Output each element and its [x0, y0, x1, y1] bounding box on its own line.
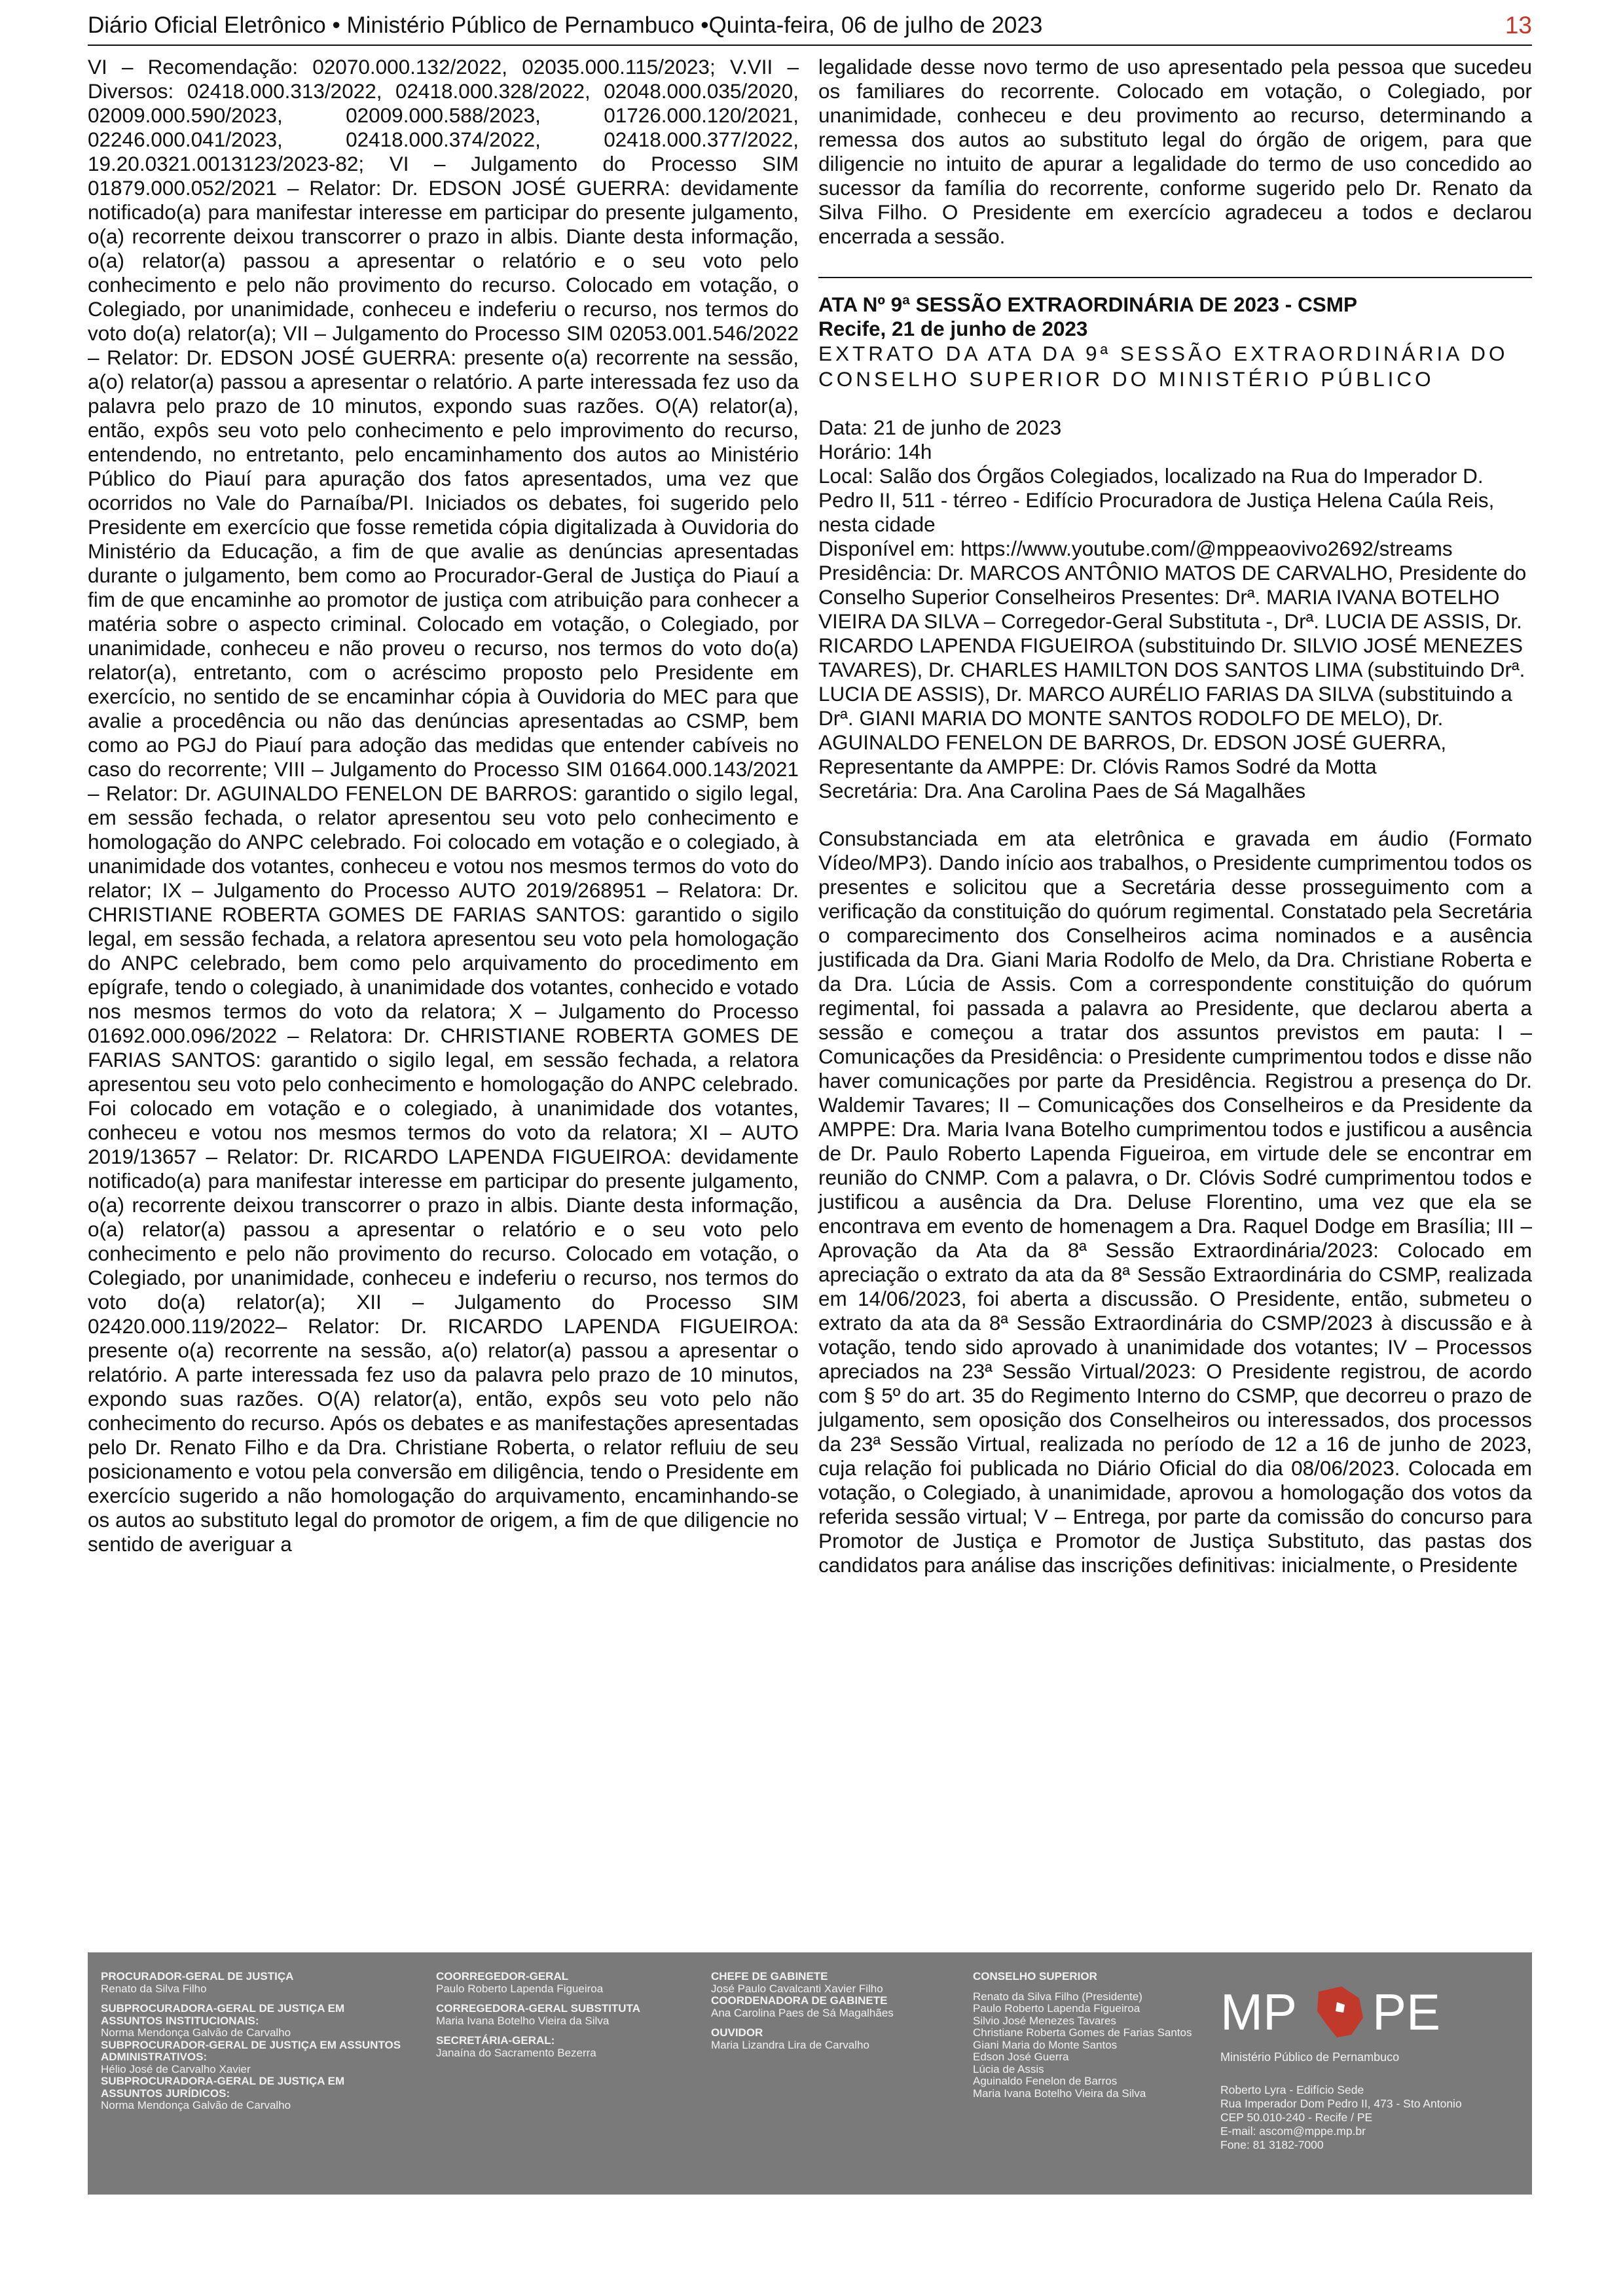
- footer-column-corregedoria: [436, 1971, 698, 2067]
- right-column: [818, 55, 1532, 1577]
- footer-role: PROCURADOR-GERAL DE JUSTIÇA: [101, 1970, 294, 1982]
- footer-role: SECRETÁRIA-GERAL:: [436, 2034, 555, 2047]
- spacer: [818, 392, 1532, 416]
- footer-column-gabinete: [711, 1971, 960, 2059]
- brazil-map-icon: [1317, 1986, 1363, 2037]
- footer-person: Ana Carolina Paes de Sá Magalhães: [711, 2006, 894, 2019]
- left-column-text: VI – Recomendação: 02070.000.132/2022, 02035.000.115/2023; V.VII – Diversos: 02418.000.313/2022, 02418.000.328/2022, 02048.000.035/2020, 02009.000.590/2023, 02009.000.588/2023, 01726.000.120/2021, 02246.000.041/2023, 02418.000.374/2022, 02418.000.377/2022, 19.20.0321.0013123/2023-82; VI – Julgamento do Processo SIM 01879.000.052/2021 – Relator: Dr. EDSON JOSÉ GUERRA: devidamente notificado(a) para manifestar interesse em participar do presente julgamento, o(a) recorrente deixou transcorrer o prazo in albis. Diante desta informação, o(a) relator(a) passou a apresentar o relatório e o seu voto pelo conhecimento e pelo não provimento do recurso. Colocado em votação, o Colegiado, por unanimidade, conheceu e indeferiu o recurso, nos termos do voto do(a) relator(a); VII – Julgamento do Processo SIM 02053.001.546/2022 – Relator: Dr. EDSON JOSÉ GUERRA: presente o(a) recorrente na sessão, a(o) relator(a) passou a apresentar o relatório. A parte interessada fez uso da palavra pelo prazo de 10 minutos, expondo suas razões. O(A) relator(a), então, expôs seu voto pelo conhecimento e pelo improvimento do recurso, entendendo, no entretanto, pelo encaminhamento dos autos ao Ministério Público do Piauí para apuração dos fatos apresentados, uma vez que ocorridos no Vale do Parnaíba/PI. Iniciados os debates, foi sugerido pelo Presidente em exercício que fosse remetida cópia digitalizada à Ouvidoria do Ministério da Educação, a fim de que avalie as denúncias apresentadas durante o julgamento, bem como ao Procurador-Geral de Justiça do Piauí a fim de que encaminhe ao promotor de justiça com atribuição para conhecer a matéria sobre o aspecto criminal. Colocado em votação, o Colegiado, por unanimidade, conheceu e não proveu o recurso, nos termos do voto do(a) relator(a), entretanto, com o acréscimo proposto pelo Presidente em exercício, no sentido de se encaminhar cópia à Ouvidoria do MEC para que avalie a procedência ou não das denúncias apresentadas ao CSMP, bem como ao PGJ do Piauí para adoção das medidas que entender cabíveis no caso do recorrente; VIII – Julgamento do Processo SIM 01664.000.143/2021 – Relator: Dr. AGUINALDO FENELON DE BARROS: garantido o sigilo legal, em sessão fechada, o relator apresentou seu voto pelo conhecimento e homologação do ANPC celebrado. Foi colocado em votação e o colegiado, à unanimidade dos votantes, conheceu e votou nos mesmos termos do voto do relator; IX – Julgamento do Processo AUTO 2019/268951 – Relatora: Dr. CHRISTIANE ROBERTA GOMES DE FARIAS SANTOS: garantido o sigilo legal, em sessão fechada, a relatora apresentou seu voto pela homologação do ANPC celebrado, bem como pelo arquivamento do procedimento em epígrafe, tendo o colegiado, à unanimidade dos votantes, conhecido e votado nos mesmos termos do voto da relatora; X – Julgamento do Processo 01692.000.096/2022 – Relatora: Dr. CHRISTIANE ROBERTA GOMES DE FARIAS SANTOS: garantido o sigilo legal, em sessão fechada, a relatora apresentou seu voto pelo conhecimento e homologação do ANPC celebrado. Foi colocado em votação e o colegiado, à unanimidade dos votantes, conheceu e votou nos mesmos termos do voto da relatora; XI – AUTO 2019/13657 – Relator: Dr. RICARDO LAPENDA FIGUEIROA: devidamente notificado(a) para manifestar interesse em participar do presente julgamento, o(a) recorrente deixou transcorrer o prazo in albis. Diante desta informação, o(a) relator(a) passou a apresentar o relatório e o seu voto pelo conhecimento e pelo não provimento do recurso. Colocado em votação, o Colegiado, por unanimidade, conheceu e indeferiu o recurso, nos termos do voto do(a) relator(a); XII – Julgamento do Processo SIM 02420.000.119/2022– Relator: Dr. RICARDO LAPENDA FIGUEIROA: presente o(a) recorrente na sessão, a(o) relator(a) passou a apresentar o relatório. A parte interessada fez uso da palavra pelo prazo de 10 minutos, expondo suas razões. O(A) relator(a), então, expôs seu voto pelo não conhecimento do recurso. Após os debates e as manifestações apresentadas pelo Dr. Renato Filho e da Dra. Christiane Roberta, o relator refluiu de seu posicionamento e votou pela conversão em diligência, tendo o Presidente em exercício sugerido a não homologação do arquivamento, encaminhando-se os autos ao substituto legal do promotor de origem, a fim de que diligencie no sentido de averiguar a: [88, 55, 799, 1556]
- council-member: Edson José Guerra: [973, 2051, 1069, 2063]
- footer-role: SUBPROCURADORA-GERAL DE JUSTIÇA EM ASSUNTOS JURÍDICOS:: [101, 2075, 345, 2100]
- council-member: Paulo Roberto Lapenda Figueiroa: [973, 2002, 1140, 2015]
- ata-extract-heading: EXTRATO DA ATA DA 9ª SESSÃO EXTRAORDINÁRIA DO CONSELHO SUPERIOR DO MINISTÉRIO PÚBLICO: [818, 342, 1508, 391]
- ata-date: Recife, 21 de junho de 2023: [818, 317, 1088, 340]
- council-member: Christiane Roberta Gomes de Farias Santos: [973, 2026, 1192, 2039]
- contact-address: Roberto Lyra - Edifício Sede Rua Imperador Dom Pedro II, 473 - Sto Antonio CEP 50.010-240 - Recife / PE E-mail: ascom@mppe.mp.br Fone: 81 3182-7000: [1220, 2083, 1462, 2151]
- footer-person: Norma Mendonça Galvão de Carvalho: [101, 2099, 291, 2111]
- footer-role: COORDENADORA DE GABINETE: [711, 1994, 888, 2007]
- logo-pe: PE: [1372, 1983, 1441, 2041]
- logo-caption: Ministério Público de Pernambuco: [1220, 2051, 1400, 2064]
- council-member: Lúcia de Assis: [973, 2062, 1044, 2075]
- session-body-text: Consubstanciada em ata eletrônica e gravada em áudio (Formato Vídeo/MP3). Dando início aos trabalhos, o Presidente cumprimentou todos os presentes e solicitou que a Secretária desse prosseguimento com a verificação da constituição do quórum regimental. Constatado pela Secretária o comparecimento dos Conselheiros acima nominados e a ausência justificada da Dra. Giani Maria Rodolfo de Melo, da Dra. Christiane Roberta e da Dra. Lúcia de Assis. Com a correspondente constituição do quórum regimental, foi passada a palavra ao Presidente, que declarou aberta a sessão e começou a tratar dos assuntos previstos em pauta: I – Comunicações da Presidência: o Presidente cumprimentou todos e disse não haver comunicações por parte da Presidência. Registrou a presença do Dr. Waldemir Tavares; II – Comunicações dos Conselheiros e da Presidente da AMPPE: Dra. Maria Ivana Botelho cumprimentou todos e justificou a ausência de Dr. Paulo Roberto Lapenda Figueiroa, em virtude dele se encontrar em reunião do CNMP. Com a palavra, o Dr. Clóvis Sodré cumprimentou todos e justificou a ausência da Dra. Deluse Florentino, uma vez que ela se encontrava em evento de homenagem a Dra. Raquel Dodge em Brasília; III – Aprovação da Ata da 8ª Sessão Extraordinária/2023: Colocado em apreciação o extrato da ata da 8ª Sessão Extraordinária do CSMP, realizada em 14/06/2023, foi aberta a discussão. O Presidente, então, submeteu o extrato da ata da 8ª Sessão Extraordinária do CSMP/2023 à discussão e à votação, tendo sido aprovado à unanimidade dos votantes; IV – Processos apreciados na 23ª Sessão Virtual/2023: O Presidente registrou, de acordo com § 5º do art. 35 do Regimento Interno do CSMP, que decorreu o prazo de julgamento, sem oposição dos Conselheiros ou interessados, dos processos da 23ª Sessão Virtual, realizada no período de 12 a 16 de junho de 2023, cuja relação foi publicada no Diário Oficial do dia 08/06/2023. Colocada em votação, o Colegiado, à unanimidade, aprovou a homologação dos votos da referida sessão virtual; V – Entrega, por parte da comissão do concurso para Promotor de Justiça e Promotor de Justiça Substituto, das pastas dos candidatos para análise das inscrições definitivas: inicialmente, o Presidente: [818, 827, 1532, 1577]
- council-member: Aguinaldo Fenelon de Barros: [973, 2075, 1118, 2087]
- footer-role: SUBPROCURADORA-GERAL DE JUSTIÇA EM ASSUNTOS INSTITUCIONAIS:: [101, 2002, 345, 2027]
- page-number: 13: [1504, 12, 1532, 39]
- footer-role: OUVIDOR: [711, 2026, 763, 2039]
- ata-title: ATA Nº 9ª SESSÃO EXTRAORDINÁRIA DE 2023 - CSMP: [818, 293, 1358, 316]
- section-divider: [818, 277, 1532, 278]
- footer-person: Renato da Silva Filho: [101, 1982, 207, 1995]
- footer-role: SUBPROCURADOR-GERAL DE JUSTIÇA EM ASSUNTOS ADMINISTRATIVOS:: [101, 2038, 401, 2063]
- footer-role: CONSELHO SUPERIOR: [973, 1970, 1097, 1982]
- council-member: Giani Maria do Monte Santos: [973, 2038, 1118, 2051]
- page-header: [88, 12, 1532, 46]
- footer-person: Maria Ivana Botelho Vieira da Silva: [436, 2014, 610, 2027]
- session-details: Data: 21 de junho de 2023 Horário: 14h Local: Salão dos Órgãos Colegiados, localizado na Rua do Imperador D. Pedro II, 511 - térreo - Edifício Procuradora de Justiça Helena Caúla Reis, nesta cidade Disponível em: https://www.youtube.com/@mppeaovivo2692/streams Presidência: Dr. MARCOS ANTÔNIO MATOS DE CARVALHO, Presidente do Conselho Superior Conselheiros Presentes: Drª. MARIA IVANA BOTELHO VIEIRA DA SILVA – Corregedor-Geral Substituta -, Drª. LUCIA DE ASSIS, Dr. RICARDO LAPENDA FIGUEIROA (substituindo Dr. SILVIO JOSÉ MENEZES TAVARES), Dr. CHARLES HAMILTON DOS SANTOS LIMA (substituindo Drª. LUCIA DE ASSIS), Dr. MARCO AURÉLIO FARIAS DA SILVA (substituindo a Drª. GIANI MARIA DO MONTE SANTOS RODOLFO DE MELO), Dr. AGUINALDO FENELON DE BARROS, Dr. EDSON JOSÉ GUERRA, Representante da AMPPE: Dr. Clóvis Ramos Sodré da Motta Secretária: Dra. Ana Carolina Paes de Sá Magalhães: [818, 416, 1527, 802]
- footer-person: Norma Mendonça Galvão de Carvalho: [101, 2026, 291, 2039]
- left-column: [88, 55, 799, 1556]
- continuation-text: legalidade desse novo termo de uso apresentado pela pessoa que sucedeu os familiares do recorrente. Colocado em votação, o Colegiado, por unanimidade, conheceu e deu provimento ao recurso, determinando a remessa dos autos ao substituto legal do órgão de origem, para que diligencie no intuito de apurar a legalidade do termo de uso concedido ao sucessor da família do recorrente, conforme sugerido pelo Dr. Renato da Silva Filho. O Presidente em exercício agradeceu a todos e declarou encerrada a sessão.: [818, 55, 1532, 248]
- page-footer: [88, 1952, 1532, 2195]
- footer-person: José Paulo Cavalcanti Xavier Filho: [711, 1982, 883, 1995]
- footer-column-conselho: [973, 1971, 1202, 2100]
- footer-person: Janaína do Sacramento Bezerra: [436, 2046, 596, 2059]
- council-member: Silvio José Menezes Tavares: [973, 2014, 1116, 2027]
- council-member: Maria Ivana Botelho Vieira da Silva: [973, 2087, 1146, 2100]
- mppe-logo: [1220, 1972, 1456, 2051]
- footer-role: CORREGEDORA-GERAL SUBSTITUTA: [436, 2002, 640, 2015]
- footer-column-leadership: [101, 1971, 409, 2112]
- logo-mp: MP: [1220, 1983, 1297, 2041]
- publication-title: Diário Oficial Eletrônico • Ministério Público de Pernambuco •Quinta-feira, 06 de julho de 2023: [88, 12, 1043, 38]
- spacer: [818, 803, 1532, 827]
- council-member: Renato da Silva Filho (Presidente): [973, 1990, 1142, 2003]
- footer-person: Hélio José de Carvalho Xavier: [101, 2062, 251, 2075]
- footer-person: Maria Lizandra Lira de Carvalho: [711, 2038, 869, 2051]
- footer-role: CHEFE DE GABINETE: [711, 1970, 828, 1982]
- footer-person: Paulo Roberto Lapenda Figueiroa: [436, 1982, 604, 1995]
- footer-role: COORREGEDOR-GERAL: [436, 1970, 569, 1982]
